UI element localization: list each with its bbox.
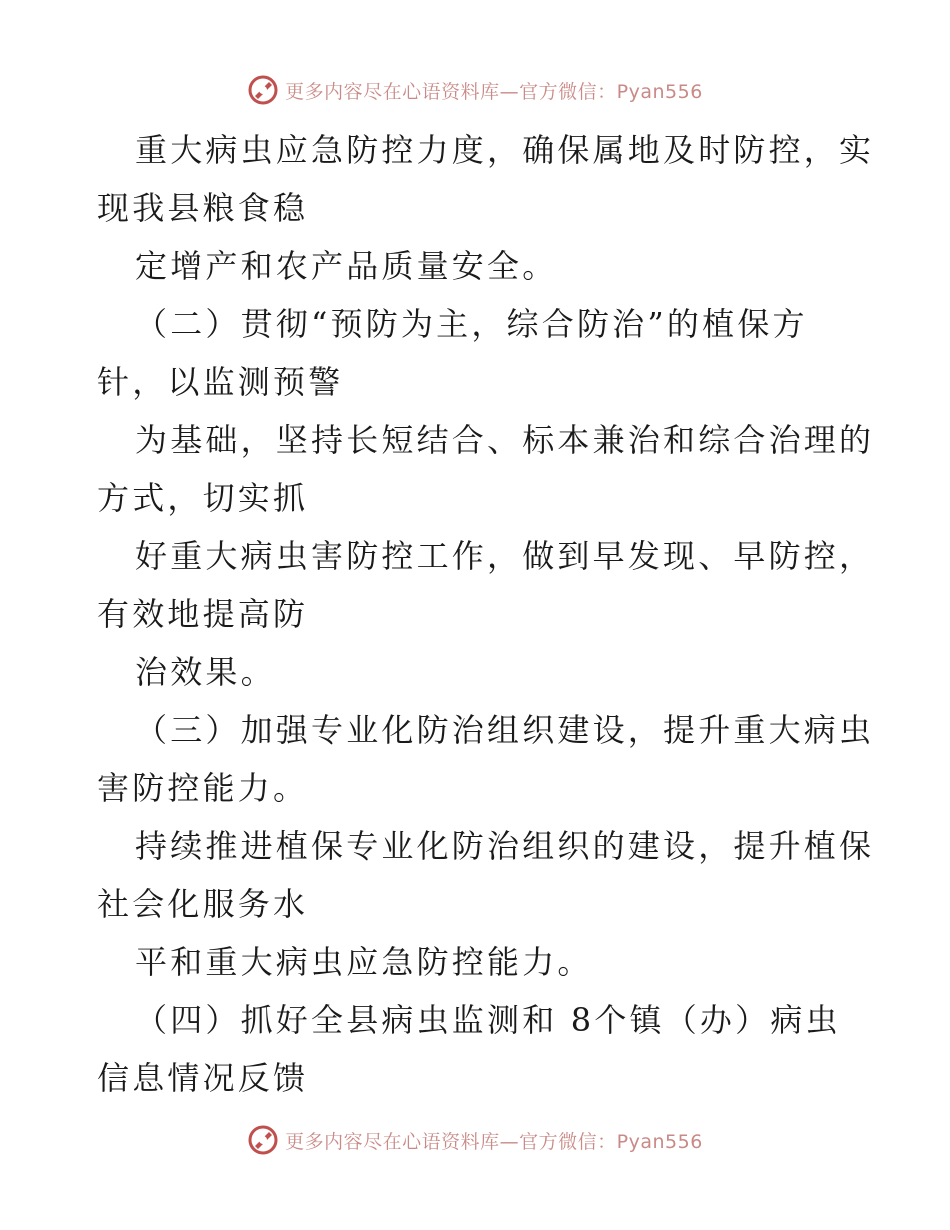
- text-line: 社会化服务水: [97, 885, 309, 923]
- text-line: 现我县粮食稳: [97, 189, 309, 227]
- text-line: 信息情况反馈: [97, 1059, 309, 1097]
- text-line: 好重大病虫害防控工作，做到早发现、早防控，: [135, 537, 875, 575]
- text-line: 治效果。: [135, 653, 276, 691]
- watermark-text: 更多内容尽在心语资料库—官方微信：Pyan556: [285, 80, 703, 103]
- text-line: 害防控能力。: [97, 769, 309, 807]
- text-line: 方式，切实抓: [97, 479, 309, 517]
- text-line: 有效地提高防: [97, 595, 309, 633]
- text-line: 为基础，坚持长短结合、标本兼治和综合治理的: [135, 421, 875, 459]
- watermark-text: 更多内容尽在心语资料库—官方微信：Pyan556: [285, 1130, 703, 1153]
- text-line: 针，以监测预警: [97, 363, 344, 401]
- text-line: （四）抓好全县病虫监测和 8个镇（办）病虫: [135, 1001, 841, 1039]
- text-line: 重大病虫应急防控力度，确保属地及时防控，实: [135, 131, 875, 169]
- library-logo-icon: [247, 1124, 279, 1156]
- watermark-footer: [0, 1120, 950, 1160]
- text-line: （二）贯彻“预防为主，综合防治”的植保方: [135, 305, 808, 343]
- watermark-header: [0, 70, 950, 110]
- library-logo-icon: [247, 74, 279, 106]
- text-line: 持续推进植保专业化防治组织的建设，提升植保: [135, 827, 875, 865]
- text-line: 定增产和农产品质量安全。: [135, 247, 558, 285]
- text-line: 平和重大病虫应急防控能力。: [135, 943, 593, 981]
- text-line: （三）加强专业化防治组织建设，提升重大病虫: [135, 711, 875, 749]
